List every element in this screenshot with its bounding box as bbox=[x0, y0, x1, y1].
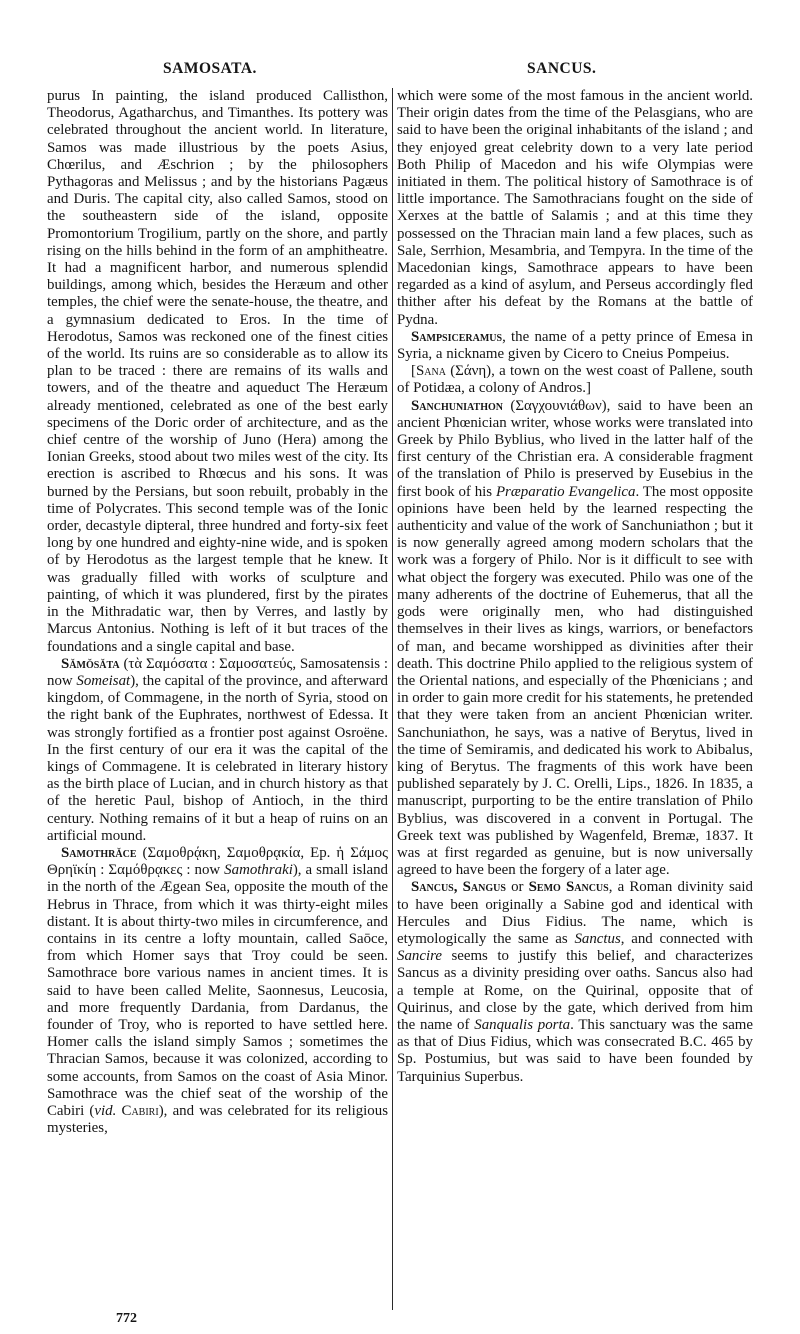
entry-body-3: seems to justify this belief, and characterizes Sancus as a divinity presiding over oaths. Sancus also had a temple at Rome, on the Quirinal, opposite that of Quirinus, and close by the gate, which derived from him the name of bbox=[397, 948, 753, 1033]
entry-vid: vid. bbox=[94, 1102, 117, 1119]
entry-term-sancire: Sancire bbox=[397, 948, 442, 965]
entry-samosata bbox=[47, 656, 388, 845]
entry-term-porta: Sanqualis porta bbox=[474, 1016, 571, 1033]
entry-samothrace bbox=[47, 845, 388, 1137]
entry-work-title: Præparatio Evangelica bbox=[495, 483, 636, 500]
entry-body-cont: . The most opposite opinions have been held by the learned respecting the authenticity and value of the work of Sanchuniathon ; but it is now generally agreed among modern scholars that the work was a forgery of Philo. Nor is it difficult to see with what object the forgery was executed. Philo was one of the many adherents of the doctrine of Euhemerus, that all the gods were originally men, who had distinguished themselves in their lives as kings, warriors, or benefactors of man, and became worshipped as divinities after their death. This doctrine Philo applied to the religious system of the Oriental nations, and especially of the Phœnicians ; and in order to gain more credit for his statements, he pretended that they were taken from an ancient Phœnician writer. Sanchuniathon, he says, was a native of Berytus, lived in the time of Semiramis, and dedicated his work to Abibalus, king of Berytus. The fragments of this work have been published separately by J. C. Orelli, Lips., 1826. In 1835, a manuscript, purporting to be the entire translation of Philo Byblius, was discovered in a convent in Portugal. The Greek text was published by Wagenfeld, Bremæ, 1837. It was at first regarded as genuine, but is now universally agreed to have been the forgery of a later age. bbox=[397, 483, 754, 879]
entry-bracket: [ bbox=[411, 363, 416, 380]
entry-greek: (τὰ Σαμόσατα : Σαμοσατεύς, Samosatensis : now bbox=[47, 655, 388, 689]
column-divider bbox=[392, 88, 393, 1310]
entry-crossref: Cabiri bbox=[116, 1102, 159, 1119]
entry-headword: Sancus, Sangus bbox=[411, 879, 506, 896]
page-number: 772 bbox=[116, 1311, 137, 1326]
entry-sampsiceramus bbox=[397, 329, 753, 363]
entry-body: , the name of a petty prince of Emesa in Syria, a nickname given by Cicero to Cneius Pompeius. bbox=[397, 328, 753, 363]
entry-sancus bbox=[397, 879, 753, 1085]
entry-sana bbox=[397, 363, 753, 397]
entry-body-2: , and connected with bbox=[620, 930, 754, 947]
entry-greek: (Σαμοθρᾴκη, Σαμοθρᾳκία, Ep. ἡ Σάμος Θρηϊκίη : Σαμόθρᾳκες : now bbox=[47, 844, 388, 879]
entry-body: (Σαγχουνιάθων), said to have been an ancient Phœnician writer, whose works were translated into Greek by Philo Byblius, who lived in the latter half of the first century of the Christian era. A considerable fragment of the translation of Philo is preserved by Eusebius in the first book of his bbox=[397, 397, 753, 500]
entry-headword: Samothrăce bbox=[61, 844, 137, 861]
entry-headword: Sampsiceramus bbox=[411, 328, 503, 345]
entry-modern-name: Someisat bbox=[76, 672, 131, 689]
entry-body: ), a small island in the north of the Ægean Sea, opposite the mouth of the Hebrus in Thrace, from which it was thirty-eight miles distant. It is about thirty-two miles in circumference, and contains in its centre a lofty mountain, called Saōce, from which Homer says that Troy could be seen. Samothrace bore various names in ancient times. It is said to have been called Melite, Saonnesus, Leucosia, and more frequently Dardania, from Dardanus, the founder of Troy, who is reported to have settled here. Homer calls the island simply Samos ; sometimes the Thracian Samos, because it was colonized, according to some accounts, from Samos on the coast of Asia Minor. Samothrace was the chief seat of the worship of the Cabiri ( bbox=[47, 862, 388, 1119]
running-head-left: SAMOSATA. bbox=[163, 60, 257, 77]
right-column bbox=[397, 88, 753, 1086]
entry-body: , a Roman divinity said to have been originally a Sabine god and identical with Hercules and Dius Fidius. The name, which is etymologically the same as bbox=[397, 879, 753, 947]
left-column bbox=[47, 88, 388, 1137]
entry-term-sanctus: Sanctus bbox=[574, 930, 621, 947]
entry-or: or bbox=[505, 879, 529, 896]
entry-modern-name: Samothraki bbox=[224, 862, 293, 879]
entry-headword: Sana bbox=[415, 363, 446, 380]
entry-body-4: . This sanctuary was the same as that of Dius Fidius, which was consecrated B.C. 465 by Sp. Postumius, but was said to have been founded by Tarquinius Superbus. bbox=[397, 1016, 753, 1085]
samothrace-continuation: which were some of the most famous in the ancient world. Their origin dates from the time of the Pelasgians, who are said to have been the original inhabitants of the island ; and they enjoyed great celebrity down to a very late period Both Philip of Macedon and his wife Olympias were initiated in them. The political history of Samothrace is of little importance. The Samothracians fought on the side of Xerxes at the battle of Salamis ; and at this time they possessed on the Thracian main land a few places, such as Sale, Serrhion, Mesambria, and Tempyra. In the time of the Macedonian kings, Samothrace appears to have been regarded as a kind of asylum, and Perseus accordingly fled thither after his defeat by the Romans at the battle of Pydna. bbox=[397, 88, 753, 328]
entry-headword-alt: Semo Sancus bbox=[528, 879, 609, 896]
entry-body: ), the capital of the province, and afterward kingdom, of Commagene, in the north of Syria, stood on the right bank of the Euphrates, northwest of Edessa. It was strongly fortified as a frontier post against Osroëne. In the first century of our era it was the capital of the kings of Commagene. It is celebrated in literary history as the birth place of Lucian, and in church history as that of the heretic Paul, bishop of Antioch, in the third century. Nothing remains of it but a heap of ruins on an artificial mound. bbox=[47, 672, 388, 844]
entry-sanchuniathon bbox=[397, 398, 753, 880]
samos-continuation: purus In painting, the island produced Callisthon, Theodorus, Agatharchus, and Timanthes. Its pottery was celebrated throughout the ancient world. In literature, Samos was made illustrious by the poets Asius, Chœrilus, and Æschrion ; by the philosophers Pythagoras and Melissus ; and by the historians Pagæus and Duris. The capital city, also called Samos, stood on the southeastern side of the island, opposite Promontorium Trogilium, partly on the shore, and partly rising on the hills behind in the form of an amphitheatre. It had a magnificent harbor, and numerous splendid buildings, among which, besides the Heræum and other temples, the chief were the senate-house, the theatre, and a gymnasium dedicated to Eros. In the time of Herodotus, Samos was reckoned one of the finest cities of the world. Its ruins are so considerable as to allow its plan to be traced : there are remains of its walls and towers, and of the theatre and aqueduct The Heræum already mentioned, celebrated as one of the best early specimens of the Doric order of architecture, and as the chief centre of the worship of Juno (Hera) among the Ionian Greeks, stood about two miles west of the city. Its erection is ascribed to Rhœcus and his sons. It was burned by the Persians, but soon rebuilt, probably in the time of Polycrates. This second temple was of the Ionic order, decastyle dipteral, three hundred and forty-six feet long by one hundred and eighty-nine wide, and is spoken of by Herodotus as the largest temple that he knew. It was gradually filled with works of sculpture and painting, of which it was plundered, first by the pirates in the Mithradatic war, then by Verres, and lastly by Marcus Antonius. Nothing is left of it but traces of the foundations and a single capital and base. bbox=[47, 88, 388, 655]
entry-headword: Sămŏsăta bbox=[61, 655, 120, 672]
entry-headword: Sanchuniathon bbox=[411, 397, 503, 414]
running-head-right: SANCUS. bbox=[527, 60, 597, 77]
entry-body: (Σάνη), a town on the west coast of Pallene, south of Potidæa, a colony of Andros.] bbox=[397, 363, 753, 397]
entry-tail: ), and was celebrated for its religious mysteries, bbox=[47, 1102, 388, 1137]
